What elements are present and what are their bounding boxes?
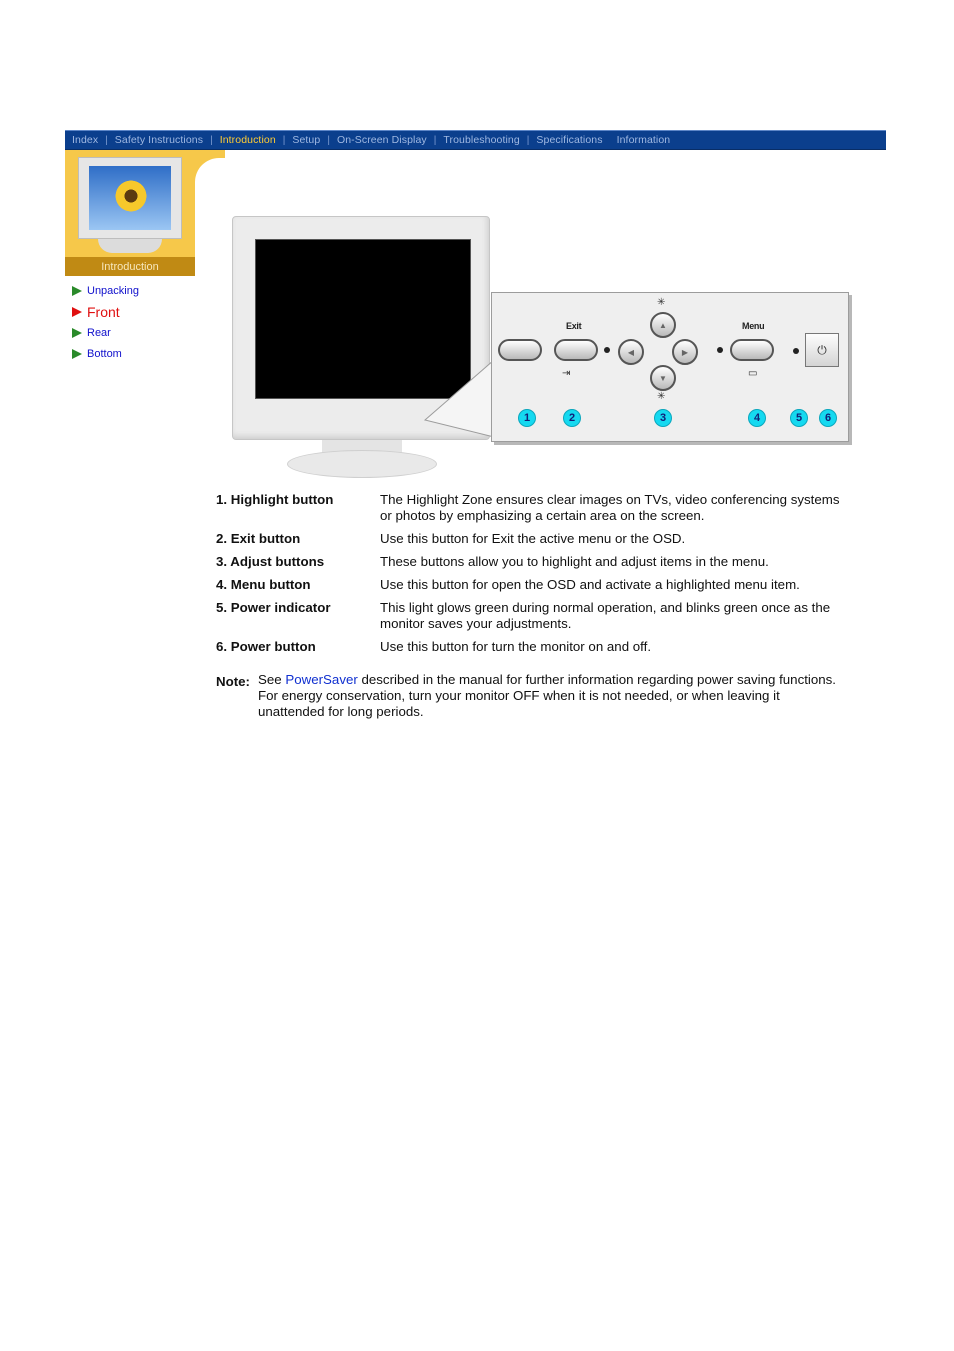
description-row: [216, 575, 856, 593]
nav-separator: |: [327, 134, 330, 146]
description-definition: This light glows green during normal operation, and blinks green once as the monitor saves your adjustments.: [380, 600, 831, 631]
nav-specifications[interactable]: Specifications: [536, 134, 603, 146]
monitor-thumbnail-icon: [78, 157, 182, 239]
power-indicator-light: [793, 348, 799, 354]
monitor-thumbnail-stand: [98, 239, 162, 253]
callout-number-2: 2: [563, 409, 581, 427]
note-suffix: described in the manual for further information regarding power saving functions. For energy conservation, turn your monitor OFF when it is not needed, or when leaving it unattended for long periods.: [258, 672, 837, 719]
adjust-up-button: ▲: [650, 312, 676, 338]
description-term: 5. Power indicator: [216, 600, 331, 615]
sidebar-item-label: Bottom: [87, 347, 122, 360]
power-icon: ⏻: [805, 333, 839, 367]
flower-icon: [113, 178, 149, 214]
callout-number-6: 6: [819, 409, 837, 427]
nav-separator: |: [526, 134, 530, 146]
sidebar-item-unpacking[interactable]: [72, 280, 139, 301]
description-definition: These buttons allow you to highlight and adjust items in the menu.: [380, 554, 769, 569]
arrow-right-icon: [72, 286, 82, 296]
description-definition: The Highlight Zone ensures clear images on TVs, video conferencing systems or photos by emphasizing a certain area on the screen.: [380, 492, 840, 523]
exit-icon: ⇥: [562, 368, 571, 379]
adjust-left-button: ◀: [618, 339, 644, 365]
sidebar-menu: [72, 280, 139, 364]
description-row: [216, 529, 856, 547]
note-prefix: See: [258, 672, 286, 687]
description-term: 4. Menu button: [216, 577, 311, 592]
description-term: 2. Exit button: [216, 531, 301, 546]
description-definition: Use this button for turn the monitor on and off.: [380, 639, 652, 654]
powersaver-link[interactable]: PowerSaver: [285, 672, 358, 687]
description-term: 6. Power button: [216, 639, 316, 654]
sidebar-item-label: Unpacking: [87, 284, 139, 297]
exit-button: [554, 339, 598, 361]
brightness-icon: ✳: [657, 297, 666, 308]
nav-safety-instructions[interactable]: Safety Instructions: [114, 134, 204, 146]
sidebar-item-label: Front: [87, 303, 120, 320]
exit-label: Exit: [566, 321, 582, 331]
menu-icon: ▭: [748, 368, 758, 379]
nav-index[interactable]: Index: [72, 134, 99, 146]
nav-separator: |: [105, 134, 108, 146]
section-label: Introduction: [65, 257, 195, 276]
separator-dot: [717, 347, 723, 353]
callout-number-4: 4: [748, 409, 766, 427]
nav-information[interactable]: Information: [616, 134, 671, 146]
description-definition: Use this button for Exit the active menu or the OSD.: [380, 531, 686, 546]
description-definition: Use this button for open the OSD and activate a highlighted menu item.: [380, 577, 800, 592]
callout-pointer: [420, 355, 500, 445]
adjust-down-button: ▼: [650, 365, 676, 391]
note-label: Note:: [216, 674, 250, 689]
contrast-icon: ✳: [657, 391, 666, 402]
nav-troubleshooting[interactable]: Troubleshooting: [443, 134, 520, 146]
description-row: [216, 598, 856, 632]
menu-label: Menu: [742, 321, 765, 331]
arrow-right-icon: [72, 328, 82, 338]
description-term: 3. Adjust buttons: [216, 554, 325, 569]
monitor-thumbnail-screen: [89, 166, 171, 230]
nav-setup[interactable]: Setup: [292, 134, 321, 146]
sidebar-item-label: Rear: [87, 326, 111, 339]
sidebar-item-rear[interactable]: [72, 322, 139, 343]
menu-button: [730, 339, 774, 361]
separator-dot: [604, 347, 610, 353]
nav-on-screen-display[interactable]: On-Screen Display: [336, 134, 427, 146]
adjust-right-button: ▶: [672, 339, 698, 365]
description-term: 1. Highlight button: [216, 492, 334, 507]
note-text: [258, 672, 838, 720]
callout-number-1: 1: [518, 409, 536, 427]
button-description-list: [216, 490, 856, 660]
monitor-stand-base: [287, 450, 437, 478]
callout-number-5: 5: [790, 409, 808, 427]
description-row: [216, 552, 856, 570]
sidebar-item-bottom[interactable]: [72, 343, 139, 364]
arrow-right-icon: [72, 307, 82, 317]
note-section: [216, 672, 856, 720]
callout-number-3: 3: [654, 409, 672, 427]
nav-introduction[interactable]: Introduction: [219, 134, 276, 146]
top-nav: [65, 130, 886, 150]
description-row: [216, 637, 856, 655]
sidebar-item-front[interactable]: [72, 301, 139, 322]
arrow-right-icon: [72, 349, 82, 359]
nav-separator: |: [433, 134, 437, 146]
description-row: [216, 490, 856, 524]
nav-separator: |: [210, 134, 213, 146]
control-panel-detail: [491, 292, 849, 442]
highlight-button: [498, 339, 542, 361]
nav-separator: |: [282, 134, 286, 146]
